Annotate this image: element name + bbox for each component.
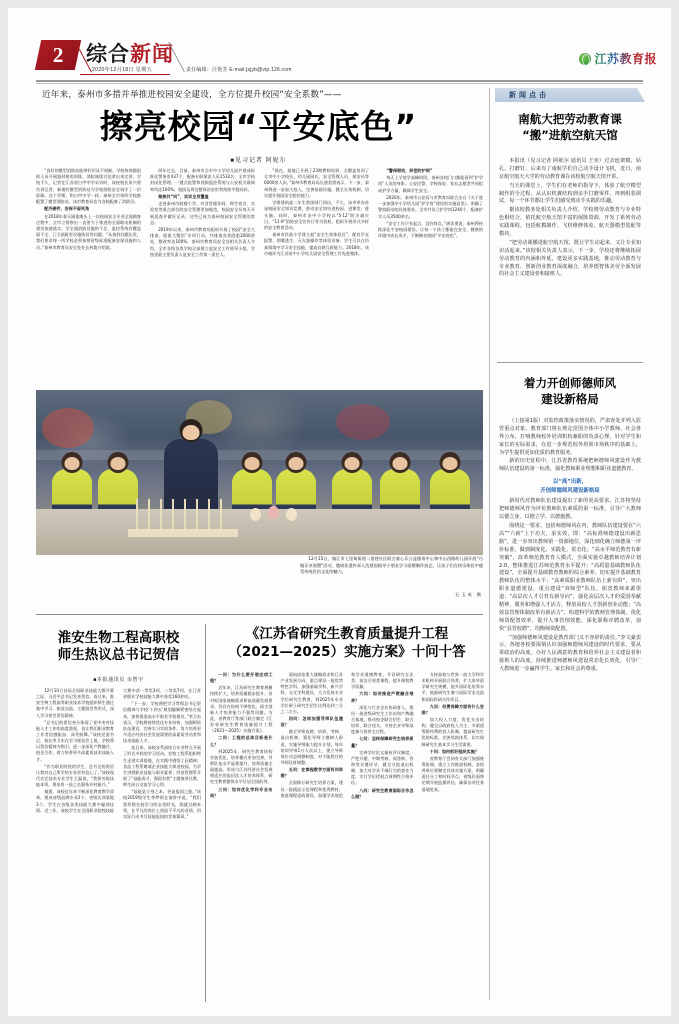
sidebar-article1-headline-line1: 南航大把劳动教育课 xyxy=(518,112,622,126)
editor-contact: 责任编辑：汪艳芳 E-mail:jsjyb@vip.126.com xyxy=(186,67,292,73)
paragraph: 深化与行业企业协同育人，建设一批省级研究生工作站和产教融合基地，推动校企联合招生、联合培养、联合攻关，支持企业导师深度参与培养全过程。 xyxy=(351,704,414,735)
paragraph: 全面修订研究生培养方案，建设一批精品示范课程和优秀教材，推进课程思政建设，加强学术规范和学术道德教育，开设研究方法类、前沿引领类课程，提升课程教学质量。 xyxy=(280,672,414,798)
sidebar-article1-headline xyxy=(499,112,641,143)
paragraph: 健全导师选聘、培训、考核、退出机制，强化导师立德树人职责，实施导师能力提升计划，每年培训导师1万人次以上，建立导师岗位动态调整制度，对不能胜任的导师及时调整。 xyxy=(280,729,343,765)
qa-heading: 一问：为什么要开展这项工程？ xyxy=(210,672,273,684)
lower-center-body xyxy=(210,672,484,1002)
globe-icon xyxy=(579,53,591,65)
lead-shoulder-headline: 近年来，泰州市多措并举推进校园安全建设，全方位提升校园“安全系数”—— xyxy=(42,90,342,100)
lower-center-headline xyxy=(210,626,484,661)
blue-subheading-line2: 开创师德师风建设新格局 xyxy=(540,488,600,495)
lead-article-body xyxy=(36,168,483,383)
qa-heading: 五问：在课程教学方面有何举措？ xyxy=(280,767,343,779)
photo-caption: 12月15日，镇江市七里甸街道二道巷社区联合童心乐公益服务中心和中山西路幼儿园开展“巧做乐享面塑”活动，邀请非遗传承人沈建国指导小朋友学习面塑制作技艺，让孩子们在快乐体验中感受传统民俗文化的魅力。 xyxy=(300,556,483,574)
paper-logo xyxy=(579,50,657,67)
sidebar-tag xyxy=(495,88,645,104)
photo-figure xyxy=(36,390,483,555)
paragraph: 完善学位论文抽检评议制度，严把开题、中期考核、预答辩、答辩等关键环节，健全分流退出机制，加大对学术不端行为的查处力度，实行学位授权点周期性合格评估。 xyxy=(351,749,414,786)
lower-center-headline-line1: 《江苏省研究生教育质量提升工程 xyxy=(245,626,449,642)
sidebar xyxy=(495,88,645,1000)
lower-left-body xyxy=(36,688,201,1000)
sidebar-article2-headline-line2: 建设新格局 xyxy=(541,391,599,406)
lower-left-headline-line1: 淮安生物工程高职校 xyxy=(57,630,180,646)
paragraph: 2020年，泰州市公安局与市教育局联合出台《关于进一步加强中小学幼儿园“护学岗”建设的实施意见》，明确了警校联动的具体要求。全市共设立护学岗1240个，配备护学人员3500余名。 xyxy=(378,194,483,219)
blue-subheading-line1: 以“高”出新， xyxy=(552,479,588,486)
lower-left-headline-line2: 师生热议总书记贺信 xyxy=(57,647,180,664)
paragraph: 连日来，该校各系部结合专业特点开展了形式多样的学习活动。农牧工程系组织师生走进实训基地，在实践中感悟工匠精神；食品工程系邀请企业技能大师进校园，为学生讲授职业技能与职业素养；经济管理系开展了“技能成才、强国有我”主题演讲比赛，师生同台交流学习心得。 xyxy=(123,745,201,788)
paragraph: 支持高校与世界一流大学和学术机构开展联合培养，扩大来华留学研究生规模，提升国际化培养水平，鼓励研究生参与国际学术交流和国际科研合作项目。 xyxy=(421,672,484,702)
paragraph: 新时代对教师队伍建设提出了新的更高要求。江苏将坚持把师德师风作为评价教师队伍素质的第一标准，引导广大教师以德立身、以德立学、以德施教。 xyxy=(499,498,641,521)
paragraph: 当天的课堂上，学生们在老师的指导下，体验了航空模型制作的全过程。从认识机翼结构到亲手打磨零件，再到组装调试，每一个环节都让学生们感受到动手实践的乐趣。 xyxy=(499,182,641,205)
section-divider-1 xyxy=(36,614,483,615)
qa-heading: 三问：如何优化学科专业布局？ xyxy=(210,786,273,798)
sidebar-divider xyxy=(489,88,490,1000)
paragraph: 2019年以来，泰州市教育局组织开展了校园“安全大排查、隐患大整治”专项行动，共排查各类隐患2000余处，整改率达100%。泰州市教育局安全处相关负责人介绍，全市各级各类学校全部建立起安全工作领导小组，学校党政主要负责人是安全工作第一责任人。 xyxy=(150,226,255,257)
paragraph: 据悉，该校近年来不断深化教育教学改革，建成省级品牌专业2个、省级实训基地3个，学生在各级各类技能大赛中屡创佳绩。近三年，该校学生在全国职业院校技能大赛中获一等奖3项、二等奖7项，在江苏省职业学校技能大赛中获奖160余项。 xyxy=(36,688,201,813)
lead-article-header xyxy=(36,88,481,164)
photo-image xyxy=(36,390,483,555)
paragraph: 在2018年春天刚重地头上一次校园安全专业全面摸查过程中，全市立督察出一直要力于推进的全面联动机制的建设加速落实，学全通消防设施的不足、监控系统有覆盖面不全、门卫值班室设施陈旧等问题。“从查找问题出发，我们要求每一所学校必须按照省级标准配备安保设施和人员。”泰州市教育局安全处处长林俊介绍说。 xyxy=(36,213,141,250)
paragraph: 据该校教务处相关负责人介绍，学校将劳动教育与专业特色相结合，依托航空航天馆丰富的展陈资源，开发了系列劳动实践课程，包括航模制作、飞机维修体验、航天器模型装配等模块。 xyxy=(499,207,641,238)
paragraph: 加大投入力度，优化支出结构，健全以政府投入为主、多渠道筹措经费的投入机制，提高研究生奖助标准，完善奖助体系，切实保障研究生基本学习生活需要。 xyxy=(421,716,484,747)
subheading: 聚焦共“问”，实训全员覆盖 xyxy=(158,193,209,199)
paragraph: 到2025年，研究生教育结构更加优化，培养模式更加完善，导师队伍水平显著提升，培养质量全面提高，形成与江苏经济社会发展相适应的高层次人才培养体系，研究生教育整体水平位居全国前列。 xyxy=(210,748,273,785)
paragraph: 12月10日首届全国职业技能大赛开幕之际，习近平总书记发来贺信。连日来，淮安生物工程高等职业技术学校组织师生通过集中学习、座谈交流、主题班会等形式，深入学习领会贺信精神。 xyxy=(36,688,114,718)
paragraph: 两年过去，目前，泰州市全市中小学幼儿园共建成标准化警务室437个、配备专职保安人员1532名，全市学校封闭化管理、一键式报警和视频监控系统与公安机关联网率均达100%，校园及周边整体治安形势持续平稳向好。 xyxy=(150,168,255,192)
paragraph: 学群建筑高二年生常困网门同出，不久，该市举办首届校园安全知识竞赛，推动安全知识进校园、进课堂、进头脑。同时，泰州市各中小学校以“5·12”防灾减灾日、“11·9”消防安全宣传日等为契机，组织开展形式多样的安全教育活动。 xyxy=(264,200,369,230)
qa-heading: 六问：如何推进产教融合培养？ xyxy=(351,691,414,703)
paragraph: 走进泰州市鼓楼小学，对食堂操作间、师生宿舍、实验室等重点部位的安全管理更加规范，校园安全员每天开展巡查并做好记录，这些已成为泰州校园安全管理的常态。 xyxy=(150,201,255,225)
paragraph: “下一步，学校将把学习贯彻总书记贺信精神与学校‘十四五’规划编制紧密结合起来，加快推进高水平职业学校建设。”李卫东表示，学校将持续优化专业结构，加强师资队伍建设，完善实习实训条件，努力培养更多适应经济社会发展需要的高素质劳动者和技术技能人才。 xyxy=(123,701,201,744)
subheading: “警保联动，织密防护网” xyxy=(386,168,433,173)
masthead-divider-thick xyxy=(36,80,643,82)
sidebar-article2-headline xyxy=(499,376,641,408)
publication-date: 2020年12月18日 星期五 xyxy=(92,67,153,73)
paragraph: “现在，基地已开展了23期教师培训，全覆盖培训了全市中小学校长、幼儿园园长、安全管理人员、保安员等6000余人次。”泰州市教育局局长唐美勇表示，下一步，泰州将进一步加大投入，完善基础设施，健全长效机制，切实提升校园安全防控能力。 xyxy=(264,168,369,198)
sidebar-article2-body xyxy=(499,418,641,996)
paragraph: “把劳动课搬进航空航天馆，既让学生动起来，又让专业知识活起来。”该校相关负责人表示，下一步，学校还将继续拓展劳动教育的内涵和外延，建设更多实践基地，推动劳动教育与专业教育、创新创业教育深度融合，培养德智体美劳全面发展的社会主义建设者和接班人。 xyxy=(499,239,641,278)
sidebar-article2-headline-line1: 着力开创师德师风 xyxy=(524,376,616,390)
paragraph: 每天上学放学高峰时段，泰州各校门口都能看到“护学岗”人员的身影。公安民警、学校保安、家长志愿者共同组成护学力量，确保学生安全。 xyxy=(378,175,483,193)
paragraph: 近年来，江苏研究生教育规模持续扩大，培养质量稳步提升，但对标国家战略需求和高质量发展要求，仍存在结构不够优化、拔尖创新人才培养能力不强等问题。为此，省教育厅等部门联合制定《江苏省研究生教育质量提升工程（2021—2025）实施方案》。 xyxy=(210,685,273,734)
sidebar-article1-headline-line2: “搬”进航空航天馆 xyxy=(522,127,618,142)
qa-heading: 四问：怎样加强导师队伍建设？ xyxy=(280,715,343,728)
lower-left-headline xyxy=(36,630,201,665)
paragraph: （上接第1版）对监控政策落实情况的，严肃查处并列入监管重点对象。教育部门将在规定范围全体中小学教师、社会各界公布，打响教师校外培训机构兼职的负责心理，针对学生和家长的实际需求，在进一步规范校外培训市场秩序的基础上，为学生提供更加优质的教育服务。 xyxy=(499,418,641,456)
paragraph: “安全工作只有起点，没有终点。”唐美勇说，泰州将持续深化平安校园建设，让每一个孩子都能在安全、健康的环境中成长成才，不断擦亮校园“平安底色”。 xyxy=(378,220,483,239)
paragraph: “加强师德师风建设是教育部门义不容辞的责任。”李文豪表示，各地各校要深刻认识加强师德师风建设的时代要求，要从讲政治的高度，办好人民满意的教育和培养社会主义建设者和接班人的高度，持续推进师德师风建设常态化长效化，引导广大教师进一步赢得学生、家长和社会的尊重。 xyxy=(499,634,641,673)
lower-left-byline: ■本报通讯员 余智宇 xyxy=(93,677,144,683)
paragraph: “良好的微型消防站能够好层从不间断，学校每周都组织人员开展器材使用训练，消防演练讨论拿出来完讲，学校不久，记者在江苏省白甲中学采访时，该校校长朱兴勇告诉记者，新建的微型消防站为学校消防安全筑牢了一层屏障。这个学期，和白甲中学一样，泰州全市每所学校都配置了微型消防站，该市教育局也为各校配备了消防员。 xyxy=(36,168,141,205)
qa-heading: 十问：如何抓好组织实施？ xyxy=(429,748,479,754)
lead-main-headline: 擦亮校园“平安底色” xyxy=(99,107,418,146)
paragraph: “技能是立身之本，更是报国之能。”该校2019级学生李梦琪在演讲中说，“我们要珍惜在校学习的宝贵时光，练就过硬本领，在平凡的岗位上创造不平凡的业绩，用实际行动书写技能报国的青春篇章。” xyxy=(123,789,201,819)
masthead-divider-thin xyxy=(36,83,643,84)
qa-heading: 二问：工程的总体目标是什么？ xyxy=(210,735,273,747)
masthead-rule xyxy=(80,74,170,75)
qa-heading: 八问：研究生教育国际合作怎么做？ xyxy=(351,787,414,799)
paper-name: 江苏教育报 xyxy=(594,52,657,66)
sidebar-article1-body xyxy=(499,158,641,350)
photo-credit: 石玉成 摄 xyxy=(455,592,483,597)
sidebar-divider-1 xyxy=(497,362,643,363)
lead-byline: ■见习记者 阿妮尔 xyxy=(230,158,287,165)
subheading: 配齐硬件，安保不留死角 xyxy=(44,206,90,212)
paragraph: 省教育厅会同有关部门加强统筹协调，建立工作推进机制，各培养单位要制定具体实施方案，明确责任分工和时间节点，省级层面将定期开展监测评估，确保各项任务落地见效。 xyxy=(421,755,484,792)
section-title-part2: 新闻 xyxy=(130,41,174,66)
paragraph: 泰州市民政小学建立起“安全生命体验区”，配有声光报警、烟雾逃生、灭火器操作等体验设备，学生可以在仿真情境中学习安全技能，提高自救互救能力。2018年，该市被评为江苏省中小学幼儿园安全管理工作先进集体。 xyxy=(264,232,369,256)
masthead xyxy=(0,36,679,84)
qa-heading: 七问：怎样保障研究生培养质量？ xyxy=(351,736,414,748)
column-divider-1 xyxy=(205,624,206,1002)
section-title-part1: 综合 xyxy=(86,41,130,66)
paragraph: “作为职业院校的学生，总书记的贺信让我对自己所学的专业更有信心了。”该校现代农艺技术专业学生王磊说，“我要苦练技能本领，将来用一技之长服务乡村振兴。” xyxy=(36,763,114,788)
paragraph: “总书记的贺信充分体现了党中央对技能人才工作的高度重视，也让我们职业教育工作者倍感振奋、深受鼓舞。”该校党委书记、校长李卫东在学习座谈会上说，学校将以贺信精神为指引，进一步深化产教融合、校企合作，着力培养更多高素质技术技能人才。 xyxy=(36,719,114,762)
paragraph: 面向国家重大战略需求和江苏产业发展方向，重点建设一批优势特色学科，加强基础学科、新兴学科、交叉学科建设，大力发展专业学位研究生教育，到2025年专业学位硕士研究生招生比例达到三分之二左右。 xyxy=(280,672,343,714)
page-number-badge xyxy=(35,40,81,70)
paragraph: 新的历史征程中，江苏省教育系统把师德师风建设作为教师队伍建设的第一标准，强化教师职业理想和职业道德教育。 xyxy=(499,458,641,473)
sidebar-tag-label: 新闻点击 xyxy=(509,90,549,99)
lower-center-headline-line2: （2021—2025）实施方案》十问十答 xyxy=(228,643,466,660)
qa-heading: 九问：经费保障方面有什么安排？ xyxy=(421,703,484,715)
paragraph: 本报讯（见习记者 阿妮尔 通讯员 王奕）过去连架模、钻孔、打磨钉，后来有了南航学们自己动手设计飞机，近日，南京航空航天大学的劳动教育课在该校航空航天馆开讲。 xyxy=(499,158,641,180)
paragraph: 围绕这一要求，包括师德师风在内，教师队伍建设要在“六高”“六新”上下功夫，求实效，即：“高标准师德建设出新思路”，进一步突出教师第一资源地位，深化细化确立师德第一评价标准，做到制度化、实践化、常态化；“高水平师范教育有新突破”，改革师范教育育人模式，全面实施卓越教师培养计划2.0，整体推进江苏师范教育水平提升；“高质量基础教师队伍建设”，全面提升基础教育教师的综合素养，切实提升基础教育教师队伍的整体水平；“高素质职业教师队伍上新台阶”，突出职业道德建设，重点建设“双师型”队伍，拓宽教师来源渠道；“高层次人才引育有新导向”，强化高层次人才的爱国奉献精神，服务和增强人才活力，释放高校人才创新创业动能；“高效益管理体制改革有新活力”，构建科学的教师管理体制，优化师资配置效率，提升人事管理效能，深化职称评聘改革，加快“县管校聘”，均衡师资配置。 xyxy=(499,523,641,632)
section-title xyxy=(86,38,174,68)
page-number: 2 xyxy=(52,42,64,67)
